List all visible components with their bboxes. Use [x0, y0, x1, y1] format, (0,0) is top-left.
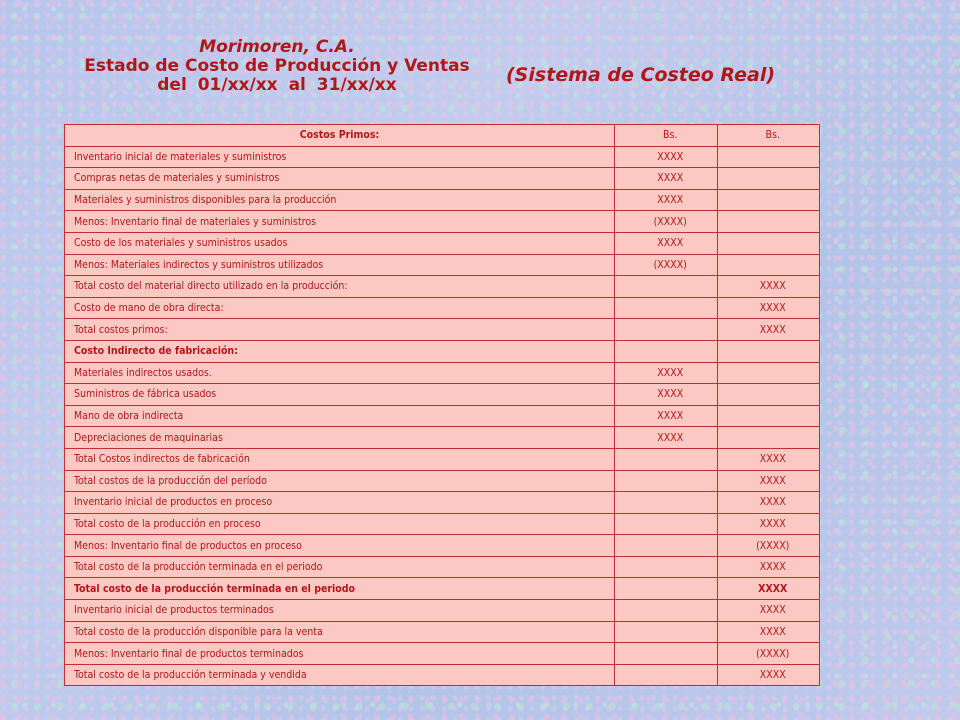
row-col2-value: (XXXX) [717, 535, 820, 557]
row-col2-value [717, 146, 820, 168]
row-col2-value: XXXX [717, 319, 820, 341]
row-label: Total Costos indirectos de fabricación [65, 448, 615, 470]
row-col2-value [717, 232, 820, 254]
header-col1: Bs. [615, 125, 718, 147]
table-row [65, 297, 820, 319]
row-col2-value [717, 427, 820, 449]
row-col1-value [615, 621, 718, 643]
row-col2-value: XXXX [717, 621, 820, 643]
table-row [65, 600, 820, 622]
table-row [65, 470, 820, 492]
row-col1-value [615, 556, 718, 578]
row-col1-value: XXXX [615, 146, 718, 168]
row-col2-value: XXXX [717, 276, 820, 298]
row-label: Mano de obra indirecta [65, 405, 615, 427]
row-label: Compras netas de materiales y suministros [65, 168, 615, 190]
company-name: Morimoren, C.A. [199, 37, 355, 57]
row-col1-value: (XXXX) [615, 254, 718, 276]
section-header-row [65, 340, 820, 362]
row-label: Inventario inicial de productos terminados [65, 600, 615, 622]
table-row [65, 492, 820, 514]
table-row [65, 232, 820, 254]
row-col1-value: XXXX [615, 384, 718, 406]
table-row [65, 556, 820, 578]
row-col2-value: XXXX [717, 600, 820, 622]
cost-statement-table [64, 124, 820, 686]
row-label: Depreciaciones de maquinarias [65, 427, 615, 449]
table-row [65, 146, 820, 168]
table-row [65, 276, 820, 298]
row-label: Menos: Materiales indirectos y suministros utilizados [65, 254, 615, 276]
row-col2-value [717, 254, 820, 276]
row-col2-value [717, 168, 820, 190]
row-col2-value: XXXX [717, 470, 820, 492]
statement-heading [70, 38, 484, 95]
row-label: Total costo del material directo utilizado en la producción: [65, 276, 615, 298]
row-col1-value [615, 643, 718, 665]
row-col2-value: (XXXX) [717, 643, 820, 665]
row-col1-value [615, 319, 718, 341]
row-col1-value: (XXXX) [615, 211, 718, 233]
row-col2-value [717, 211, 820, 233]
row-col1-value [615, 600, 718, 622]
row-label: Total costos primos: [65, 319, 615, 341]
table-row [65, 427, 820, 449]
row-col1-value: XXXX [615, 189, 718, 211]
row-col1-value [615, 470, 718, 492]
statement-title: Estado de Costo de Producción y Ventas [84, 56, 470, 76]
table-row [65, 384, 820, 406]
table-row [65, 621, 820, 643]
row-label: Materiales indirectos usados. [65, 362, 615, 384]
row-label: Menos: Inventario final de productos terminados [65, 643, 615, 665]
row-col1-value [615, 513, 718, 535]
table-row [65, 448, 820, 470]
row-col1-value [615, 535, 718, 557]
table-row [65, 168, 820, 190]
row-col2-value: XXXX [717, 578, 820, 600]
costing-system-label: (Sistema de Costeo Real) [506, 64, 776, 86]
row-col1-value [615, 578, 718, 600]
table-row [65, 664, 820, 686]
row-col2-value [717, 340, 820, 362]
row-label: Total costos de la producción del período [65, 470, 615, 492]
table-row [65, 189, 820, 211]
row-col1-value [615, 297, 718, 319]
row-col1-value [615, 664, 718, 686]
table-row [65, 319, 820, 341]
table-row [65, 513, 820, 535]
row-label: Costo de los materiales y suministros usados [65, 232, 615, 254]
table-header-row [65, 125, 820, 147]
row-label: Total costo de la producción terminada y vendida [65, 664, 615, 686]
row-label: Total costo de la producción terminada en el periodo [65, 556, 615, 578]
table-row [65, 254, 820, 276]
table-row [65, 211, 820, 233]
row-label: Materiales y suministros disponibles para la producción [65, 189, 615, 211]
row-col2-value [717, 189, 820, 211]
total-row [65, 578, 820, 600]
row-col2-value: XXXX [717, 297, 820, 319]
row-label: Costo de mano de obra directa: [65, 297, 615, 319]
table-row [65, 362, 820, 384]
row-col1-value: XXXX [615, 232, 718, 254]
row-label: Total costo de la producción terminada en el periodo [65, 578, 615, 600]
row-col2-value [717, 405, 820, 427]
row-label: Menos: Inventario final de materiales y suministros [65, 211, 615, 233]
row-label: Total costo de la producción en proceso [65, 513, 615, 535]
row-col2-value: XXXX [717, 513, 820, 535]
row-col1-value: XXXX [615, 362, 718, 384]
table-row [65, 405, 820, 427]
row-col2-value: XXXX [717, 448, 820, 470]
header-label: Costos Primos: [65, 125, 615, 147]
row-col1-value: XXXX [615, 427, 718, 449]
row-col2-value [717, 384, 820, 406]
row-label: Menos: Inventario final de productos en proceso [65, 535, 615, 557]
table-row [65, 643, 820, 665]
statement-period: del 01/xx/xx al 31/xx/xx [157, 75, 397, 95]
row-col2-value: XXXX [717, 492, 820, 514]
row-col2-value: XXXX [717, 556, 820, 578]
row-col2-value: XXXX [717, 664, 820, 686]
row-col1-value: XXXX [615, 168, 718, 190]
row-col1-value [615, 448, 718, 470]
row-label: Costo Indirecto de fabricación: [65, 340, 615, 362]
row-label: Suministros de fábrica usados [65, 384, 615, 406]
row-label: Inventario inicial de productos en proceso [65, 492, 615, 514]
row-col1-value [615, 492, 718, 514]
row-col1-value [615, 340, 718, 362]
table-row [65, 535, 820, 557]
header-col2: Bs. [717, 125, 820, 147]
row-col2-value [717, 362, 820, 384]
row-label: Total costo de la producción disponible para la venta [65, 621, 615, 643]
row-col1-value [615, 276, 718, 298]
row-col1-value: XXXX [615, 405, 718, 427]
row-label: Inventario inicial de materiales y suministros [65, 146, 615, 168]
